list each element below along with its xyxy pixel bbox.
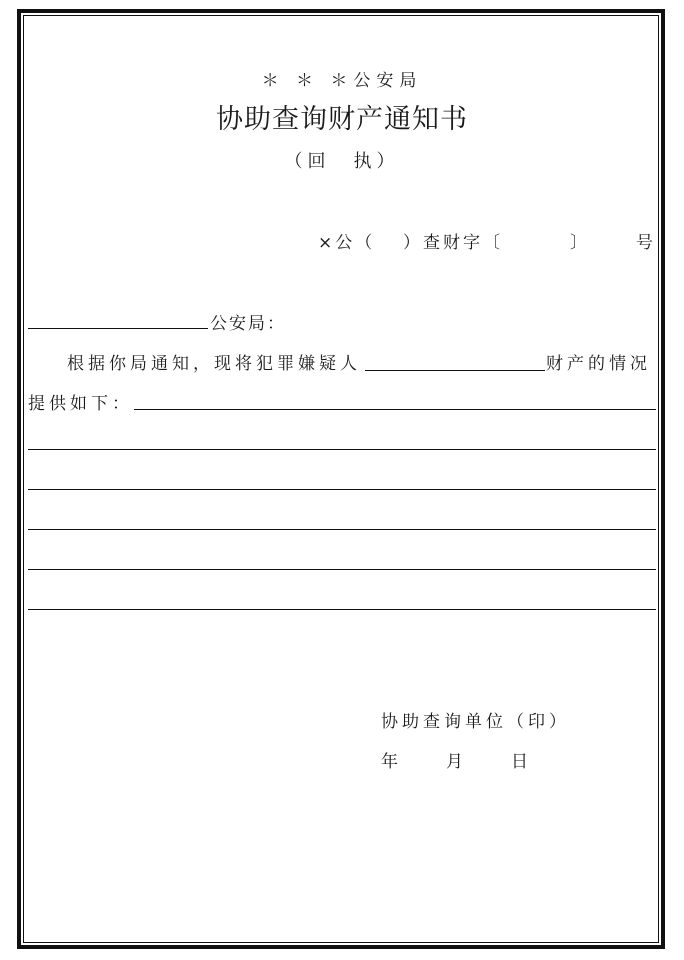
- suspect-name-blank-line[interactable]: [365, 370, 545, 371]
- body-text-line2: 提供如下：: [28, 394, 133, 414]
- doc-number-bracket-close: 〕: [570, 233, 590, 253]
- addressee-label: 公安局：: [210, 314, 286, 334]
- body-text-line1-end: 财产的情况: [546, 354, 651, 374]
- doc-number-suffix: 号: [636, 233, 656, 253]
- date-year-label: 年: [381, 752, 402, 772]
- property-info-line[interactable]: [28, 489, 656, 490]
- assisting-unit-seal-label: 协助查询单位（印）: [381, 712, 570, 732]
- issuer-name: ＊ ＊ ＊公安局: [261, 71, 423, 91]
- property-info-line[interactable]: [28, 569, 656, 570]
- property-info-line[interactable]: [28, 449, 656, 450]
- doc-number-middle: ）查财字〔: [403, 233, 503, 253]
- property-info-line[interactable]: [28, 609, 656, 610]
- addressee-blank-line[interactable]: [28, 328, 208, 329]
- document-title: 协助查询财产通知书: [216, 104, 468, 135]
- property-info-line[interactable]: [134, 409, 656, 410]
- date-day-label: 日: [511, 752, 532, 772]
- property-info-line[interactable]: [28, 529, 656, 530]
- doc-number-prefix: ×公（: [318, 233, 376, 253]
- document-subtitle: （回 执）: [284, 151, 400, 172]
- body-text-line1: 根据你局通知，现将犯罪嫌疑人: [67, 354, 361, 374]
- date-month-label: 月: [446, 752, 467, 772]
